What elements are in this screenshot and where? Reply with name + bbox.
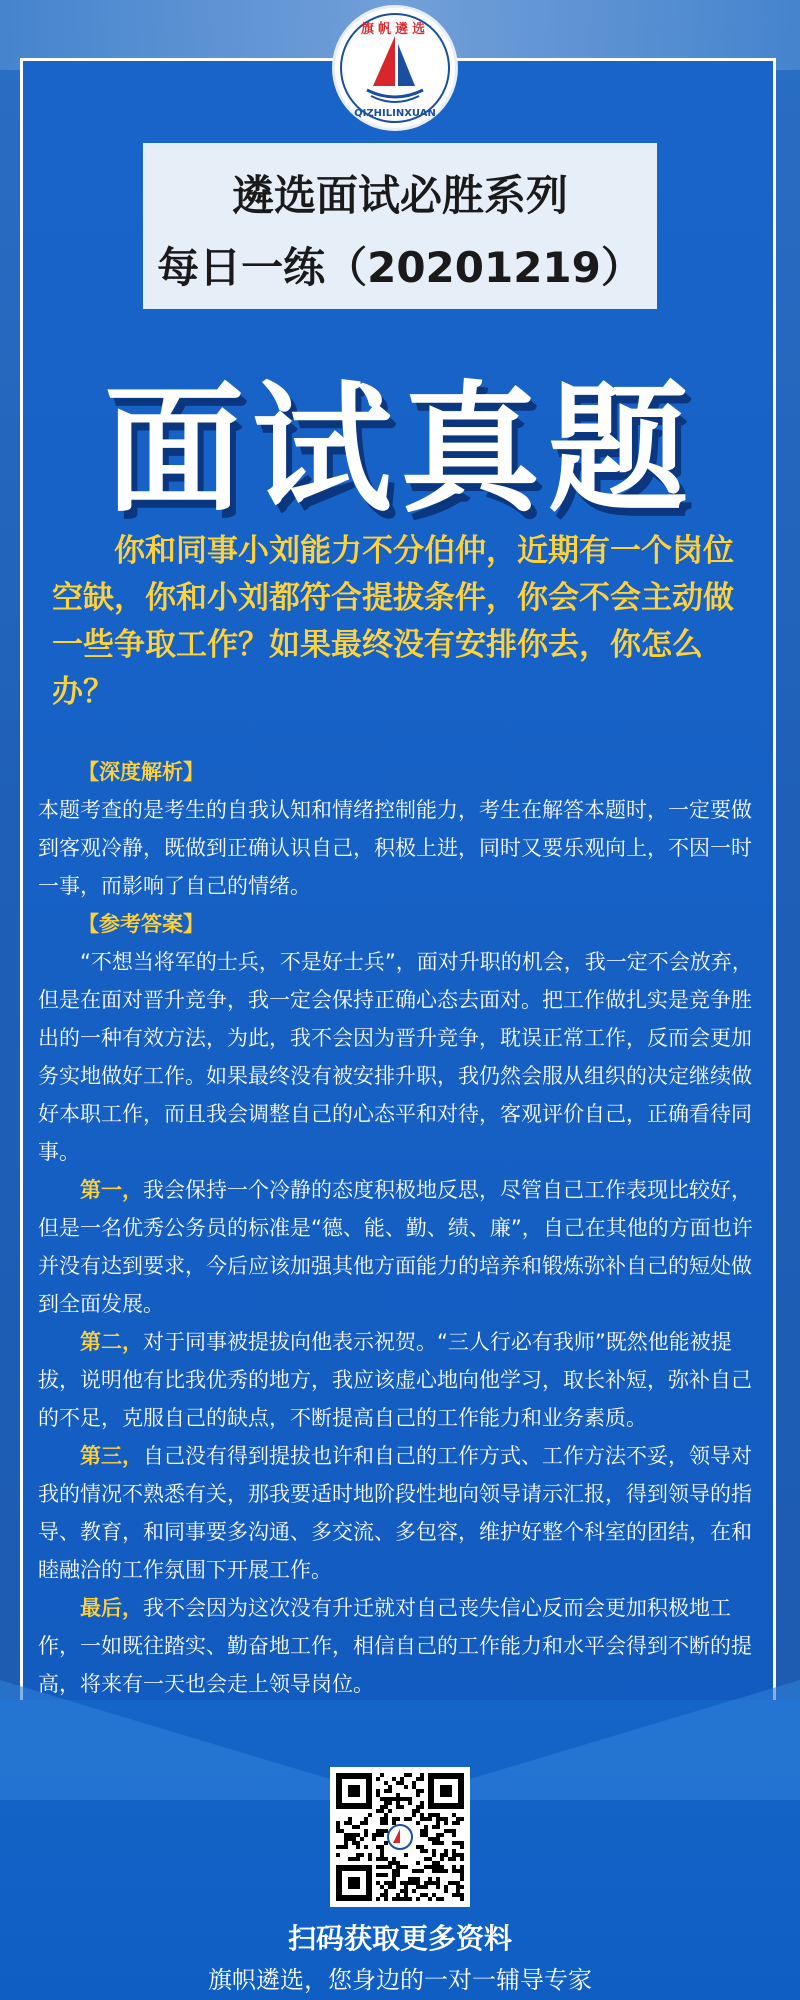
answer-point-2	[38, 1323, 763, 1437]
answer-point-1	[38, 1171, 763, 1323]
answer-heading: 【参考答案】	[78, 912, 204, 936]
answer-point-3	[38, 1437, 763, 1589]
point-4-label: 最后，	[80, 1596, 143, 1620]
qr-code[interactable]	[330, 1767, 470, 1907]
answer-content	[38, 753, 763, 1703]
point-2-text: 对于同事被提拔向他表示祝贺。“三人行必有我师”既然他能被提拔，说明他有比我优秀的地方，我应该虚心地向他学习，取长补短，弥补自己的不足，克服自己的缺点，不断提高自己的工作能力和业务素质。	[38, 1330, 752, 1430]
qr-code-icon	[336, 1773, 464, 1901]
brand-slogan: 旗帜遴选，您身边的一对一辅导专家	[208, 1966, 592, 1994]
point-1-label: 第一，	[80, 1178, 143, 1202]
point-3-label: 第三，	[80, 1444, 143, 1468]
point-4-text: 我不会因为这次没有升迁就对自己丧失信心反而会更加积极地工作，一如既往踏实、勤奋地工作，相信自己的工作能力和水平会得到不断的提高，将来有一天也会走上领导岗位。	[38, 1596, 752, 1696]
point-3-text: 自己没有得到提拔也许和自己的工作方式、工作方法不妥，领导对我的情况不熟悉有关，那我要适时地阶段性地向领导请示汇报，得到领导的指导、教育，和同事要多沟通、多交流、多包容，维护好整个科室的团结，在和睦融洽的工作氛围下开展工作。	[38, 1444, 752, 1582]
scan-qr-caption: 扫码获取更多资料	[287, 1922, 512, 1955]
interview-question: 你和同事小刘能力不分伯仲，近期有一个岗位空缺，你和小刘都符合提拔条件，你会不会主动做一些争取工作？如果最终没有安排你去，你怎么办？	[52, 533, 734, 710]
page-title: 面试真题	[103, 369, 696, 532]
point-2-label: 第二，	[80, 1330, 143, 1354]
analysis-heading: 【深度解析】	[78, 760, 204, 784]
logo-top-text: 旗帆遴选	[360, 22, 429, 37]
header-box	[143, 143, 657, 309]
analysis-text: 本题考查的是考生的自我认知和情绪控制能力，考生在解答本题时，一定要做到客观冷静，既做到正确认识自己，积极上进，同时又要乐观向上，不因一时一事，而影响了自己的情绪。	[38, 798, 752, 898]
point-1-text: 我会保持一个冷静的态度积极地反思，尽管自己工作表现比较好，但是一名优秀公务员的标准是“德、能、勤、绩、廉”，自己在其他的方面也许并没有达到要求，今后应该加强其他方面能力的培养和锻炼弥补自己的短处做到全面发展。	[38, 1178, 753, 1316]
brand-logo	[335, 8, 455, 128]
header-date-title: 每日一练（20201219）	[157, 243, 643, 292]
answer-intro: “不想当将军的士兵，不是好士兵”，面对升职的机会，我一定不会放弃，但是在面对晋升竞争，我一定会保持正确心态去面对。把工作做扎实是竞争胜出的一种有效方法，为此，我不会因为晋升竞争，耽误正常工作，反而会更加务实地做好工作。如果最终没有被安排升职，我仍然会服从组织的决定继续做好本职工作，而且我会调整自己的心态平和对待，客观评价自己，正确看待同事。	[38, 950, 753, 1164]
header-series-title: 遴选面试必胜系列	[231, 171, 568, 220]
logo-bottom-text: QIZHILINXUAN	[354, 108, 436, 119]
